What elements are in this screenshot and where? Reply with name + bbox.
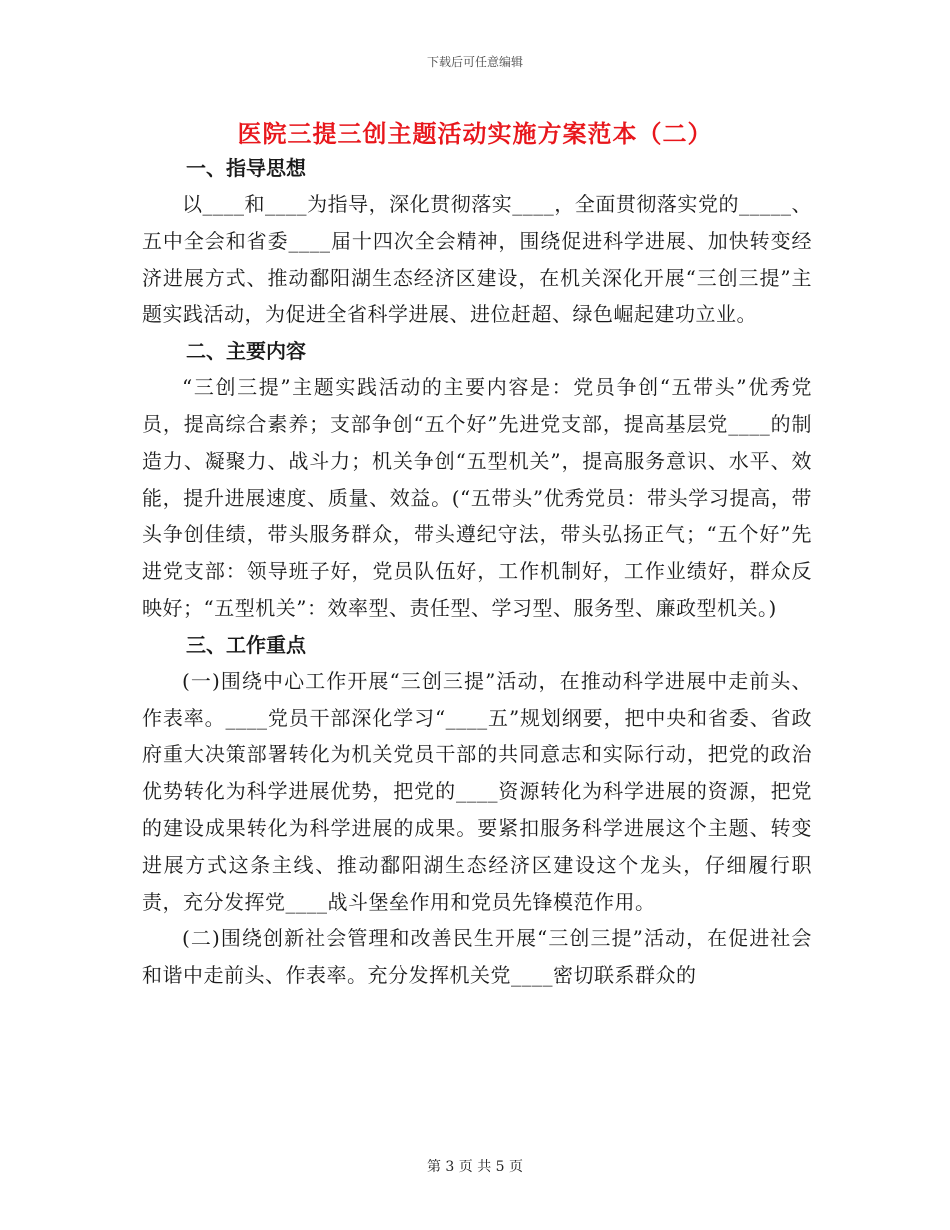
paragraph: (一)围绕中心工作开展“三创三提”活动，在推动科学进展中走前头、作表率。____党员干部深化学习“____五”规划纲要，把中央和省委、省政府重大决策部署转化为机关党员干部的共同意志和实际行动，把党的政治优势转化为科学进展优势，把党的____资源转化为科学进展的资源，把党的建设成果转化为科学进展的成果。要紧扣服务科学进展这个主题、转变进展方式这条主线、推动鄱阳湖生态经济区建设这个龙头，仔细履行职责，充分发挥党____战斗堡垒作用和党员先锋模范作用。	[142, 668, 812, 914]
page-footer: 第 3 页 共 5 页	[426, 1159, 524, 1175]
section-heading-work-focus: 三、工作重点	[186, 632, 306, 657]
section-heading-guiding-ideology: 一、指导思想	[186, 156, 306, 180]
paragraph: (二)围绕创新社会管理和改善民生开展“三创三提”活动，在促进社会和谐中走前头、作表率。充分发挥机关党____密切联系群众的	[142, 926, 812, 988]
document-title: 医院三提三创主题活动实施方案范本（二）	[237, 119, 713, 148]
paragraph: “三创三提”主题实践活动的主要内容是：党员争创“五带头”优秀党员，提高综合素养；支部争创“五个好”先进党支部，提高基层党____的制造力、凝聚力、战斗力；机关争创“五型机关”，提高服务意识、水平、效能，提升进展速度、质量、效益。(“五带头”优秀党员：带头学习提高，带头争创佳绩，带头服务群众，带头遵纪守法，带头弘扬正气；“五个好”先进党支部：领导班子好，党员队伍好，工作机制好，工作业绩好，群众反映好；“五型机关”：效率型、责任型、学习型、服务型、廉政型机关。)	[142, 375, 812, 620]
document-body	[142, 150, 812, 994]
page-header: 下载后可任意编辑	[426, 55, 523, 69]
section-heading-main-content: 二、主要内容	[186, 339, 306, 364]
paragraph: 以____和____为指导，深化贯彻落实____，全面贯彻落实党的_____、五中全会和省委____届十四次全会精神，围绕促进科学进展、加快转变经济进展方式、推动鄱阳湖生态经济区建设，在机关深化开展“三创三提”主题实践活动，为促进全省科学进展、进位赶超、绿色崛起建功立业。	[142, 192, 812, 327]
